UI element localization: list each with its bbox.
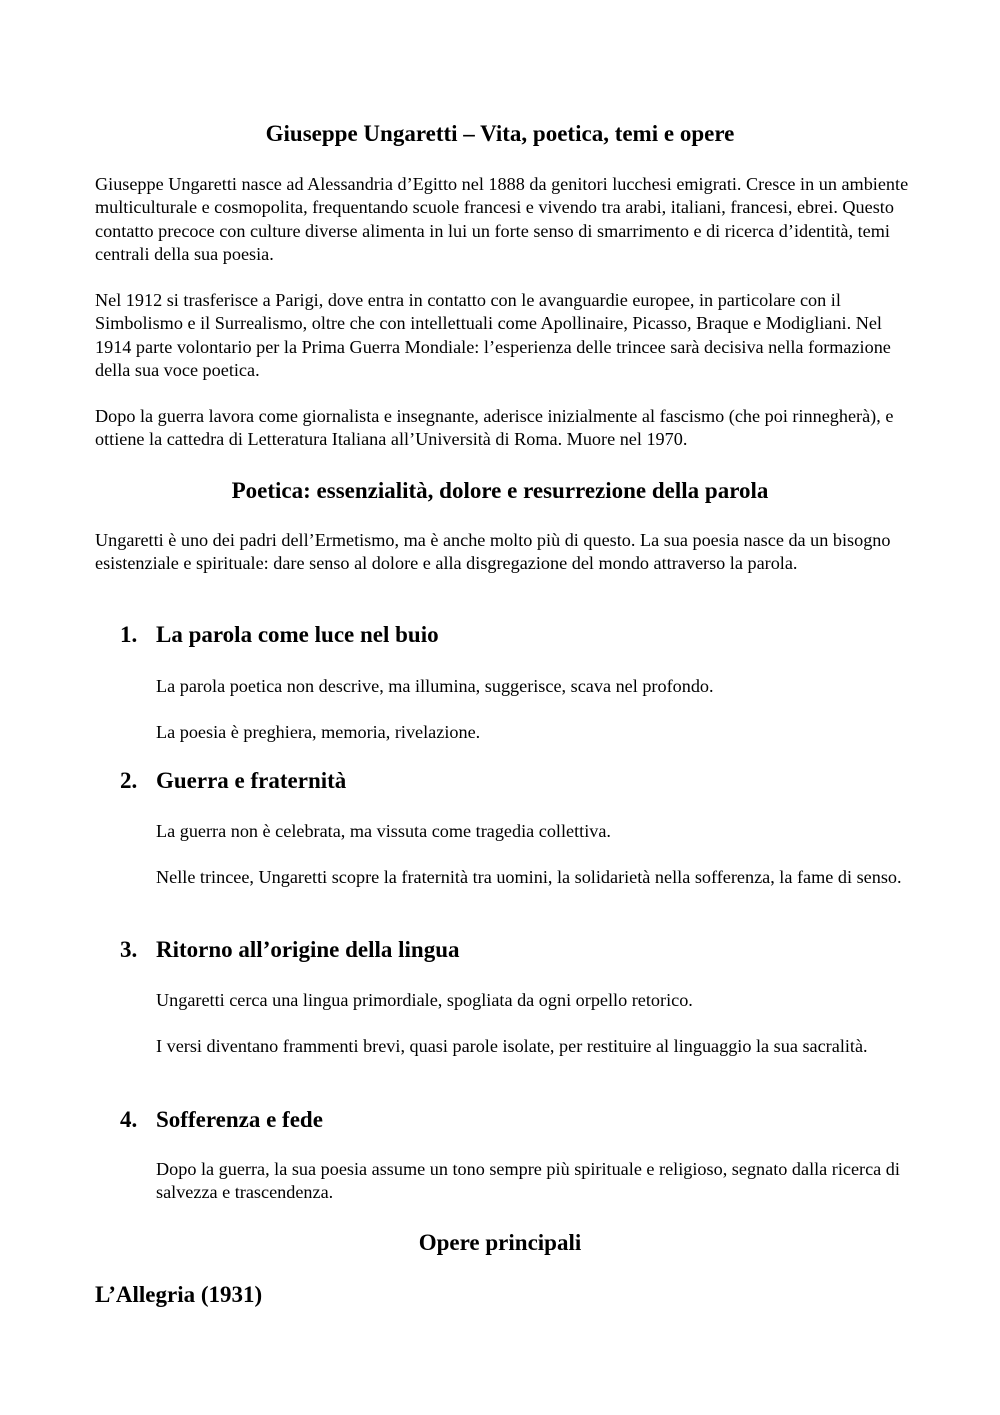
poetica-item-4-paragraph-1: Dopo la guerra, la sua poesia assume un tono sempre più spirituale e religioso, segnato dalla ricerca di salvezza e trascendenza.	[156, 1159, 900, 1203]
poetica-item-1-paragraph-1: La parola poetica non descrive, ma illumina, suggerisce, scava nel profondo.	[156, 676, 714, 696]
item-number: 2.	[120, 768, 138, 793]
intro-paragraph-1: Giuseppe Ungaretti nasce ad Alessandria d’Egitto nel 1888 da genitori lucchesi emigrati. Cresce in un ambiente multiculturale e cosmopolita, frequentando scuole francesi e vivendo tra arabi, italiani, francesi, ebrei. Questo contatto precoce con culture diverse alimenta in lui un forte senso di smarrimento e di ricerca d’identità, temi centrali della sua poesia.	[95, 174, 909, 264]
opera-allegria-heading: L’Allegria (1931)	[95, 1282, 263, 1307]
poetica-heading: Poetica: essenzialità, dolore e resurrezione della parola	[231, 478, 769, 503]
item-number: 4.	[120, 1107, 138, 1132]
poetica-item-1-paragraph-2: La poesia è preghiera, memoria, rivelazione.	[156, 722, 481, 742]
poetica-item-4-heading	[120, 1106, 900, 1134]
poetica-item-1-heading	[120, 621, 900, 649]
poetica-intro-paragraph: Ungaretti è uno dei padri dell’Ermetismo, ma è anche molto più di questo. La sua poesia nasce da un bisogno esistenziale e spirituale: dare senso al dolore e alla disgregazione del mondo attraverso la parola.	[95, 530, 891, 574]
poetica-item-2-paragraph-1: La guerra non è celebrata, ma vissuta come tragedia collettiva.	[156, 821, 611, 841]
item-number: 1.	[120, 622, 138, 647]
item-number: 3.	[120, 937, 138, 962]
document-title: Giuseppe Ungaretti – Vita, poetica, temi e opere	[265, 121, 735, 146]
item-title: Sofferenza e fede	[156, 1107, 323, 1132]
intro-paragraph-3: Dopo la guerra lavora come giornalista e insegnante, aderisce inizialmente al fascismo (che poi rinnegherà), e ottiene la cattedra di Letteratura Italiana all’Università di Roma. Muore nel 1970.	[95, 406, 894, 450]
item-title: La parola come luce nel buio	[156, 622, 439, 647]
poetica-item-3-paragraph-1: Ungaretti cerca una lingua primordiale, spogliata da ogni orpello retorico.	[156, 990, 693, 1010]
item-title: Guerra e fraternità	[156, 768, 347, 793]
poetica-item-2-paragraph-2: Nelle trincee, Ungaretti scopre la fraternità tra uomini, la solidarietà nella sofferenza, la fame di senso.	[156, 867, 902, 887]
opere-heading: Opere principali	[418, 1230, 582, 1255]
item-title: Ritorno all’origine della lingua	[156, 937, 460, 962]
poetica-item-2-heading	[120, 767, 900, 795]
poetica-item-3-heading	[120, 936, 900, 964]
poetica-item-3-paragraph-2: I versi diventano frammenti brevi, quasi parole isolate, per restituire al linguaggio la sua sacralità.	[156, 1036, 868, 1056]
intro-paragraph-2: Nel 1912 si trasferisce a Parigi, dove entra in contatto con le avanguardie europee, in particolare con il Simbolismo e il Surrealismo, oltre che con intellettuali come Apollinaire, Picasso, Braque e Modigliani. Nel 1914 parte volontario per la Prima Guerra Mondiale: l’esperienza delle trincee sarà decisiva nella formazione della sua voce poetica.	[95, 290, 891, 380]
